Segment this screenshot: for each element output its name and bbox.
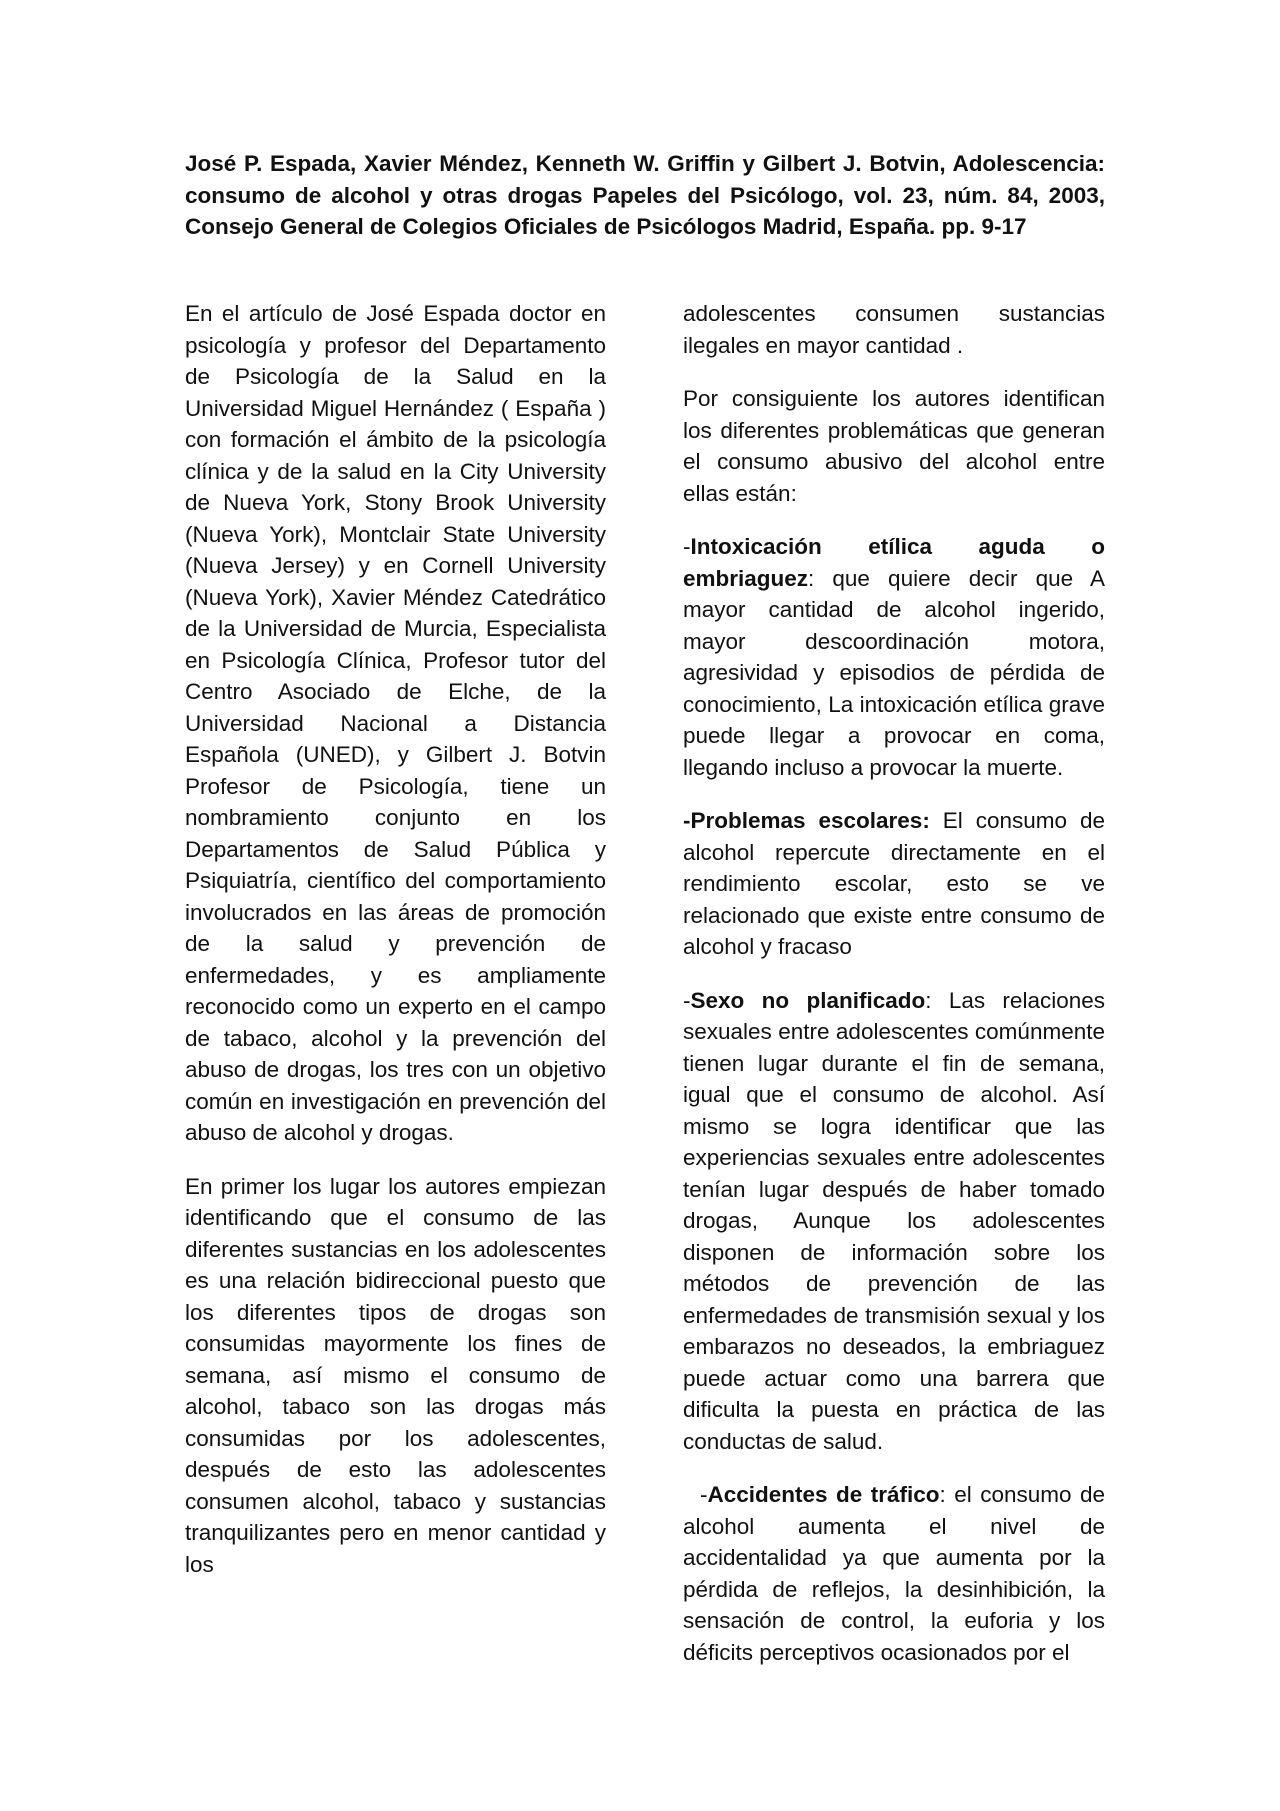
bullet-dash: - [683,534,691,559]
paragraph-unplanned-sex [683,985,1105,1458]
right-column [683,298,1105,1668]
paragraph-school-problems [683,805,1105,963]
school-problems-text: El consumo de alcohol repercute directamente en el rendimiento escolar, esto se ve relacionado que existe entre consumo de alcohol y fracaso [683,808,1105,959]
bullet-dash: - [683,987,691,1013]
citation-heading: José P. Espada, Xavier Méndez, Kenneth W. Griffin y Gilbert J. Botvin, Adolescencia: consumo de alcohol y otras drogas Papeles del Psicólogo, vol. 23, núm. 84, 2003, Consejo General de Colegios Oficiales de Psicólogos Madrid, España. pp. 9-17 [185,151,1105,239]
paragraph-intoxication [683,531,1105,783]
left-column [185,298,606,1580]
traffic-accidents-text: : el consumo de alcohol aumenta el nivel de accidentalidad ya que aumenta por la pérdida de reflejos, la desinhibición, la sensación de control, la euforia y los déficits perceptivos ocasionados por el [683,1482,1106,1665]
bullet-dash: - [683,1482,708,1507]
paragraph-authors: En el artículo de José Espada doctor en psicología y profesor del Departamento de Psicología de la Salud en la Universidad Miguel Hernández ( España ) con formación el ámbito de la psicología clínica y de la salud en la City University de Nueva York, Stony Brook University (Nueva York), Montclair State University (Nueva Jersey) y en Cornell University (Nueva York), Xavier Méndez Catedrático de la Universidad de Murcia, Especialista en Psicología Clínica, Profesor tutor del Centro Asociado de Elche, de la Universidad Nacional a Distancia Española (UNED), y Gilbert J. Botvin Profesor de Psicología, tiene un nombramiento conjunto en los Departamentos de Salud Pública y Psiquiatría, científico del comportamiento involucrados en las áreas de promoción de la salud y prevención de enfermedades, y es ampliamente reconocido como un experto en el campo de tabaco, alcohol y la prevención del abuso de drogas, los tres con un objetivo común en investigación en prevención del abuso de alcohol y drogas. [185,301,606,1145]
intoxication-text: : que quiere decir que A mayor cantidad de alcohol ingerido, mayor descoordinación motora, agresividad y episodios de pérdida de conocimiento, La intoxicación etílica grave puede llegar a provocar en coma, llegando incluso a provocar la muerte. [683,565,1105,780]
traffic-accidents-term: Accidentes de tráfico [707,1482,940,1507]
unplanned-sex-text: : Las relaciones sexuales entre adolescentes comúnmente tienen lugar durante el fin de semana, igual que el consumo de alcohol. Así mismo se logra identificar que las experiencias sexuales entre adolescentes tenían lugar después de haber tomado drogas, Aunque los adolescentes disponen de información sobre los métodos de prevención de las enfermedades de transmisión sexual y los embarazos no deseados, la embriaguez puede actuar como una barrera que dificulta la puesta en práctica de las conductas de salud. [683,987,1105,1454]
paragraph-consumption: En primer los lugar los autores empiezan identificando que el consumo de las diferentes sustancias en los adolescentes es una relación bidireccional puesto que los diferentes tipos de drogas son consumidas mayormente los fines de semana, así mismo el consumo de alcohol, tabaco son las drogas más consumidas por los adolescentes, después de esto las adolescentes consumen alcohol, tabaco y sustancias tranquilizantes pero en menor cantidad y los [185,1173,606,1577]
intoxication-term: Intoxicación etílica aguda o embriaguez [683,534,1105,591]
school-problems-term: -Problemas escolares: [683,808,930,833]
paragraph-continuation: adolescentes consumen sustancias ilegales en mayor cantidad . [683,301,1105,358]
paragraph-problems-intro: Por consiguiente los autores identifican los diferentes problemáticas que generan el consumo abusivo del alcohol entre ellas están: [683,386,1105,506]
paragraph-traffic-accidents [683,1479,1105,1668]
unplanned-sex-term: Sexo no planificado [690,987,926,1013]
